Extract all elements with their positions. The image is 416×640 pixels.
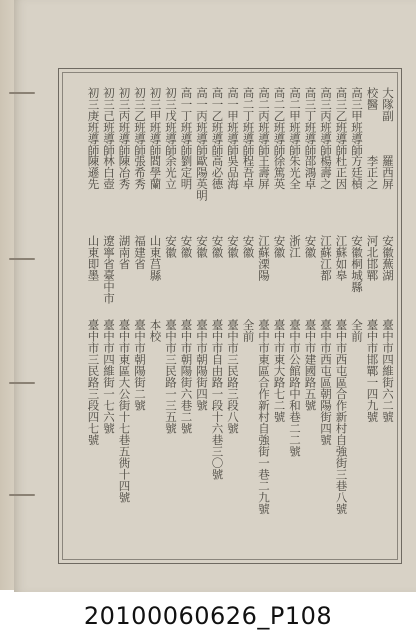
roster-address: 臺中市東區大公街十七巷五衖十四號 (117, 319, 132, 503)
binding-thread (9, 92, 35, 94)
roster-column (271, 87, 289, 557)
roster-title: 初三甲班導師 (148, 87, 163, 156)
roster-title: 初三乙班導師 (133, 87, 147, 156)
roster-name: 林白壺 (102, 155, 116, 190)
roster-hometown: 福建省 (133, 235, 147, 270)
roster-hometown: 安徽 (272, 235, 287, 258)
roster-address: 臺中市朝陽街六巷二號 (179, 319, 194, 434)
roster-hometown: 江蘇溧陽 (257, 235, 271, 281)
roster-name: 劉定明 (179, 155, 194, 190)
roster-column (286, 87, 304, 557)
roster-name: 高必德 (210, 155, 225, 190)
roster-title: 高一丁班導師 (179, 87, 194, 156)
roster-title: 大隊副 (381, 87, 395, 122)
roster-address: 臺中市公館路中和巷二二號 (288, 319, 302, 457)
binding-thread (9, 258, 35, 260)
roster-address: 臺中市三民路三段四七號 (86, 319, 101, 446)
roster-hometown: 浙江 (288, 235, 302, 258)
roster-column (317, 87, 335, 557)
roster-column (116, 87, 134, 557)
roster-address: 臺中市建國路五號 (303, 319, 318, 411)
binding-thread (9, 494, 35, 496)
roster-hometown: 遼寧省臺中市 (102, 235, 116, 304)
roster-hometown: 安徽 (179, 235, 194, 258)
roster-column (240, 87, 258, 557)
roster-title: 高一乙班導師 (210, 87, 225, 156)
roster-title: 高二丁班導師 (241, 87, 256, 156)
roster-title: 初三庚班導師 (86, 87, 101, 156)
roster-hometown: 安徽 (164, 235, 178, 258)
roster-column (85, 87, 103, 557)
roster-column (193, 87, 211, 557)
roster-name: 羅西屏 (381, 155, 395, 190)
roster-hometown: 安徽蕪湖 (381, 235, 395, 281)
roster-address: 全前 (241, 319, 256, 342)
roster-name: 朱光全 (288, 155, 302, 190)
roster-title: 初三丙班導師 (117, 87, 132, 156)
roster-title: 高二丙班導師 (257, 87, 271, 156)
roster-title: 高三乙班導師 (334, 87, 349, 156)
roster-title: 高二甲班導師 (288, 87, 302, 156)
roster-column (178, 87, 196, 557)
roster-column (100, 87, 118, 557)
roster-column (379, 87, 397, 557)
roster-address: 臺中市朝陽街四號 (195, 319, 209, 411)
roster-title: 高一甲班導師 (226, 87, 240, 156)
roster-address: 臺中市自由路一段十六巷三〇號 (210, 319, 225, 480)
roster-address: 臺中市西屯區朝陽街四號 (319, 319, 333, 446)
roster-title: 初三戊班導師 (164, 87, 178, 156)
roster-name: 徐篤英 (272, 155, 287, 190)
roster-name: 李正之 (365, 155, 380, 190)
binding-thread (9, 382, 35, 384)
roster-name: 張希秀 (133, 155, 147, 190)
roster-hometown: 河北邯鄲 (365, 235, 380, 281)
roster-title: 高三甲班導師 (350, 87, 364, 156)
roster-name: 余光立 (164, 155, 178, 190)
roster-hometown: 安徽 (241, 235, 256, 258)
roster-hometown: 安徽 (303, 235, 318, 258)
roster-address: 臺中市三民路三段八號 (226, 319, 240, 434)
roster-hometown: 安徽 (210, 235, 225, 258)
roster-title: 高三丁班導師 (303, 87, 318, 156)
roster-address: 全前 (350, 319, 364, 342)
roster-title: 高二乙班導師 (272, 87, 287, 156)
roster-hometown: 湖南省 (117, 235, 132, 270)
roster-name: 吳品海 (226, 155, 240, 190)
roster-column (162, 87, 180, 557)
roster-name: 歐陽英明 (195, 155, 209, 201)
roster-name: 陳冶秀 (117, 155, 132, 190)
roster-address: 臺中市東區合作新村自強街一巷二九號 (257, 319, 271, 515)
roster-name: 邵鴻卓 (303, 155, 318, 190)
roster-column (302, 87, 320, 557)
roster-address: 臺中市四維街一七六號 (102, 319, 116, 434)
roster-hometown: 山東即墨 (86, 235, 101, 281)
page-caption: 20100060626_P108 (83, 602, 333, 630)
roster-address: 臺中市三民路一三五號 (164, 319, 178, 434)
roster-address: 臺中市朝陽街二號 (133, 319, 147, 411)
roster-name: 方廷楨 (350, 155, 364, 190)
roster-hometown: 安徽 (195, 235, 209, 258)
roster-column (255, 87, 273, 557)
roster-name: 陳遜先 (86, 155, 101, 190)
roster-name: 程吾卓 (241, 155, 256, 190)
staff-roster-table (58, 68, 402, 564)
roster-column (364, 87, 382, 557)
roster-column (209, 87, 227, 557)
roster-title: 高一丙班導師 (195, 87, 209, 156)
roster-hometown: 江蘇如皋 (334, 235, 349, 281)
roster-column (348, 87, 366, 557)
roster-address: 臺中市四維街六二號 (381, 319, 395, 423)
roster-name: 楊壽之 (319, 155, 333, 190)
roster-address: 臺中市西屯區合作新村自強街三巷八號 (334, 319, 349, 515)
roster-title: 初三己班導師 (102, 87, 116, 156)
roster-address: 臺中市邯鄲一四九號 (365, 319, 380, 423)
roster-address: 本校 (148, 319, 163, 342)
roster-column (131, 87, 149, 557)
roster-title: 高三丙班導師 (319, 87, 333, 156)
roster-column (333, 87, 351, 557)
roster-hometown: 安徽桐城縣 (350, 235, 364, 293)
roster-column (147, 87, 165, 557)
roster-title: 校醫 (365, 87, 380, 110)
roster-hometown: 安徽 (226, 235, 240, 258)
roster-name: 閻學蘭 (148, 155, 163, 190)
roster-hometown: 山東莒縣 (148, 235, 163, 281)
roster-name: 王壽屏 (257, 155, 271, 190)
roster-column (224, 87, 242, 557)
roster-hometown: 江蘇江都 (319, 235, 333, 281)
roster-name: 杜正因 (334, 155, 349, 190)
roster-address: 臺中市東大路七二號 (272, 319, 287, 423)
